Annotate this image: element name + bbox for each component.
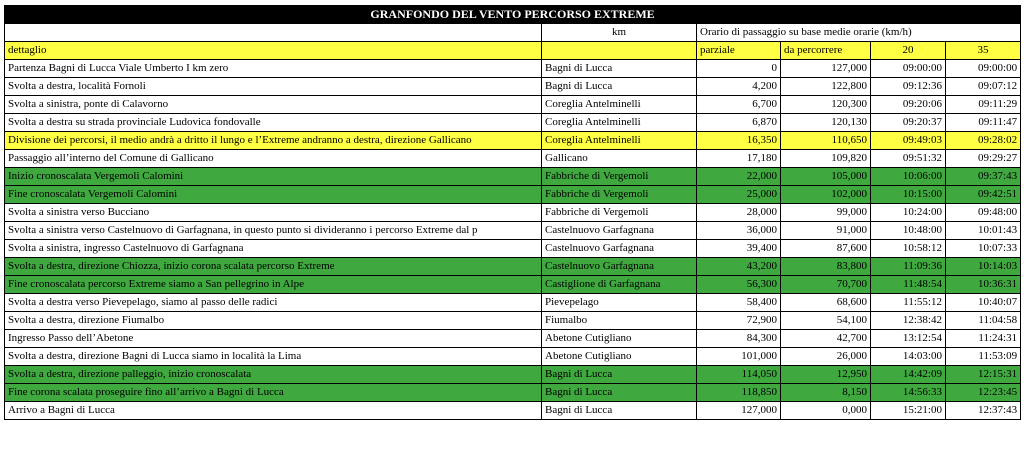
cell-da-percorrere[interactable]: 120,130 (781, 114, 871, 132)
table-row (5, 114, 1021, 132)
cell-parziale[interactable]: 17,180 (697, 150, 781, 168)
cell-time-35[interactable]: 12:23:45 (946, 384, 1021, 402)
cell-time-20[interactable]: 09:20:37 (871, 114, 946, 132)
cell-da-percorrere[interactable]: 42,700 (781, 330, 871, 348)
table-row (5, 294, 1021, 312)
cell-parziale[interactable]: 39,400 (697, 240, 781, 258)
cell-parziale[interactable]: 58,400 (697, 294, 781, 312)
cell-da-percorrere[interactable]: 122,800 (781, 78, 871, 96)
cell-place[interactable]: Castelnuovo Garfagnana (542, 258, 697, 276)
cell-da-percorrere[interactable]: 0,000 (781, 402, 871, 420)
cell-time-20[interactable]: 10:48:00 (871, 222, 946, 240)
cell-detail[interactable]: Svolta a sinistra verso Bucciano (5, 204, 542, 222)
cell-time-35[interactable]: 10:36:31 (946, 276, 1021, 294)
cell-detail[interactable]: Fine corona scalata proseguire fino all’arrivo a Bagni di Lucca (5, 384, 542, 402)
cell-detail[interactable]: Svolta a destra, direzione Fiumalbo (5, 312, 542, 330)
spreadsheet (4, 5, 1020, 420)
cell-detail[interactable]: Inizio cronoscalata Vergemoli Calomini (5, 168, 542, 186)
cell-da-percorrere[interactable]: 102,000 (781, 186, 871, 204)
cell-parziale[interactable]: 72,900 (697, 312, 781, 330)
cell-detail[interactable]: Svolta a destra, direzione Chiozza, inizio corona scalata percorso Extreme (5, 258, 542, 276)
cell-detail[interactable]: Arrivo a Bagni di Lucca (5, 402, 542, 420)
cell-time-35[interactable]: 09:42:51 (946, 186, 1021, 204)
cell-da-percorrere[interactable]: 70,700 (781, 276, 871, 294)
cell-parziale[interactable]: 118,850 (697, 384, 781, 402)
cell-parziale[interactable]: 114,050 (697, 366, 781, 384)
cell-detail[interactable]: Fine cronoscalata Vergemoli Calomini (5, 186, 542, 204)
cell-time-20[interactable]: 11:55:12 (871, 294, 946, 312)
table-row (5, 96, 1021, 114)
cell-time-20[interactable]: 11:09:36 (871, 258, 946, 276)
cell-place[interactable]: Coreglia Antelminelli (542, 132, 697, 150)
cell-time-20[interactable]: 10:24:00 (871, 204, 946, 222)
table-row (5, 186, 1021, 204)
cell-time-35[interactable]: 10:14:03 (946, 258, 1021, 276)
table-row (5, 168, 1021, 186)
cell-da-percorrere[interactable]: 110,650 (781, 132, 871, 150)
cell-detail[interactable]: Svolta a destra, direzione palleggio, inizio cronoscalata (5, 366, 542, 384)
cell-da-percorrere[interactable]: 105,000 (781, 168, 871, 186)
header-luogo-empty[interactable] (542, 42, 697, 60)
cell-da-percorrere[interactable]: 99,000 (781, 204, 871, 222)
header-parziale[interactable]: parziale (697, 42, 781, 60)
route-table (4, 5, 1021, 420)
table-row (5, 402, 1021, 420)
cell-place[interactable]: Bagni di Lucca (542, 78, 697, 96)
cell-time-35[interactable]: 12:37:43 (946, 402, 1021, 420)
cell-place[interactable]: Coreglia Antelminelli (542, 114, 697, 132)
cell-parziale[interactable]: 4,200 (697, 78, 781, 96)
cell-detail[interactable]: Svolta a destra, località Fornoli (5, 78, 542, 96)
table-row (5, 384, 1021, 402)
cell-detail[interactable]: Svolta a sinistra, ponte di Calavorno (5, 96, 542, 114)
cell-parziale[interactable]: 16,350 (697, 132, 781, 150)
cell-place[interactable]: Fiumalbo (542, 312, 697, 330)
cell-parziale[interactable]: 0 (697, 60, 781, 78)
cell-place[interactable]: Bagni di Lucca (542, 60, 697, 78)
cell-place[interactable]: Gallicano (542, 150, 697, 168)
table-row (5, 258, 1021, 276)
cell-parziale[interactable]: 36,000 (697, 222, 781, 240)
cell-time-35[interactable]: 11:53:09 (946, 348, 1021, 366)
cell-time-20[interactable]: 12:38:42 (871, 312, 946, 330)
header-da-percorrere[interactable]: da percorrere (781, 42, 871, 60)
sheet-title[interactable]: GRANFONDO DEL VENTO PERCORSO EXTREME (5, 6, 1021, 24)
cell-place[interactable]: Bagni di Lucca (542, 366, 697, 384)
cell-time-35[interactable]: 11:24:31 (946, 330, 1021, 348)
cell-parziale[interactable]: 22,000 (697, 168, 781, 186)
header-km[interactable]: km (542, 24, 697, 42)
cell-time-20[interactable]: 09:20:06 (871, 96, 946, 114)
cell-time-20[interactable]: 15:21:00 (871, 402, 946, 420)
cell-time-20[interactable]: 13:12:54 (871, 330, 946, 348)
cell-time-20[interactable]: 10:58:12 (871, 240, 946, 258)
cell-da-percorrere[interactable]: 127,000 (781, 60, 871, 78)
cell-parziale[interactable]: 43,200 (697, 258, 781, 276)
cell-time-35[interactable]: 09:07:12 (946, 78, 1021, 96)
table-row (5, 132, 1021, 150)
table-row (5, 204, 1021, 222)
cell-time-20[interactable]: 09:00:00 (871, 60, 946, 78)
cell-place[interactable]: Castelnuovo Garfagnana (542, 222, 697, 240)
cell-time-35[interactable]: 11:04:58 (946, 312, 1021, 330)
cell-place[interactable]: Fabbriche di Vergemoli (542, 168, 697, 186)
cell-da-percorrere[interactable]: 26,000 (781, 348, 871, 366)
table-row (5, 312, 1021, 330)
cell-place[interactable]: Castiglione di Garfagnana (542, 276, 697, 294)
cell-detail[interactable]: Fine cronoscalata percorso Extreme siamo a San pellegrino in Alpe (5, 276, 542, 294)
cell-time-20[interactable]: 14:56:33 (871, 384, 946, 402)
cell-detail[interactable]: Ingresso Passo dell’Abetone (5, 330, 542, 348)
table-row (5, 60, 1021, 78)
cell-place[interactable]: Bagni di Lucca (542, 402, 697, 420)
cell-time-20[interactable]: 09:49:03 (871, 132, 946, 150)
cell-place[interactable]: Fabbriche di Vergemoli (542, 204, 697, 222)
header-dettaglio[interactable]: dettaglio (5, 42, 542, 60)
cell-detail[interactable]: Svolta a destra, direzione Bagni di Lucca siamo in località la Lima (5, 348, 542, 366)
cell-place[interactable]: Castelnuovo Garfagnana (542, 240, 697, 258)
cell-da-percorrere[interactable]: 109,820 (781, 150, 871, 168)
cell-time-35[interactable]: 09:00:00 (946, 60, 1021, 78)
cell-time-20[interactable]: 14:03:00 (871, 348, 946, 366)
cell-da-percorrere[interactable]: 12,950 (781, 366, 871, 384)
cell-da-percorrere[interactable]: 120,300 (781, 96, 871, 114)
cell-time-20[interactable]: 09:12:36 (871, 78, 946, 96)
cell-parziale[interactable]: 84,300 (697, 330, 781, 348)
cell-detail[interactable]: Svolta a destra su strada provinciale Ludovica fondovalle (5, 114, 542, 132)
cell-parziale[interactable]: 6,700 (697, 96, 781, 114)
cell-time-35[interactable]: 10:40:07 (946, 294, 1021, 312)
cell-detail[interactable]: Svolta a sinistra, ingresso Castelnuovo di Garfagnana (5, 240, 542, 258)
table-row (5, 330, 1021, 348)
header-speed-35[interactable]: 35 (946, 42, 1021, 60)
table-row (5, 150, 1021, 168)
cell-da-percorrere[interactable]: 8,150 (781, 384, 871, 402)
cell-place[interactable]: Coreglia Antelminelli (542, 96, 697, 114)
cell-place[interactable]: Pievepelago (542, 294, 697, 312)
cell-time-35[interactable]: 09:11:29 (946, 96, 1021, 114)
cell-parziale[interactable]: 28,000 (697, 204, 781, 222)
cell-parziale[interactable]: 56,300 (697, 276, 781, 294)
header-row-2 (5, 42, 1021, 60)
table-row (5, 366, 1021, 384)
cell-parziale[interactable]: 127,000 (697, 402, 781, 420)
header-row-1 (5, 24, 1021, 42)
route-rows (5, 60, 1021, 420)
cell-place[interactable]: Bagni di Lucca (542, 384, 697, 402)
table-row (5, 78, 1021, 96)
table-row (5, 240, 1021, 258)
cell-time-35[interactable]: 09:29:27 (946, 150, 1021, 168)
cell-da-percorrere[interactable]: 54,100 (781, 312, 871, 330)
cell-parziale[interactable]: 101,000 (697, 348, 781, 366)
header-orario[interactable]: Orario di passaggio su base medie orarie (km/h) (697, 24, 1021, 42)
title-row (5, 6, 1021, 24)
table-row (5, 222, 1021, 240)
cell-detail[interactable]: Svolta a destra verso Pievepelago, siamo al passo delle radici (5, 294, 542, 312)
cell-time-20[interactable]: 11:48:54 (871, 276, 946, 294)
header-speed-20[interactable]: 20 (871, 42, 946, 60)
cell-da-percorrere[interactable]: 68,600 (781, 294, 871, 312)
cell-detail[interactable]: Passaggio all’interno del Comune di Gallicano (5, 150, 542, 168)
table-row (5, 348, 1021, 366)
cell-place[interactable]: Abetone Cutigliano (542, 330, 697, 348)
cell-place[interactable]: Fabbriche di Vergemoli (542, 186, 697, 204)
cell-time-35[interactable]: 09:11:47 (946, 114, 1021, 132)
cell-parziale[interactable]: 6,870 (697, 114, 781, 132)
cell-time-20[interactable]: 14:42:09 (871, 366, 946, 384)
cell-time-35[interactable]: 10:01:43 (946, 222, 1021, 240)
cell-place[interactable]: Abetone Cutigliano (542, 348, 697, 366)
cell-time-35[interactable]: 09:48:00 (946, 204, 1021, 222)
cell-da-percorrere[interactable]: 91,000 (781, 222, 871, 240)
cell-detail[interactable]: Divisione dei percorsi, il medio andrà a dritto il lungo e l’Extreme andranno a destra, direzione Gallicano (5, 132, 542, 150)
cell-detail[interactable]: Partenza Bagni di Lucca Viale Umberto I km zero (5, 60, 542, 78)
cell-time-20[interactable]: 10:06:00 (871, 168, 946, 186)
cell-time-35[interactable]: 09:37:43 (946, 168, 1021, 186)
cell-time-35[interactable]: 12:15:31 (946, 366, 1021, 384)
cell-da-percorrere[interactable]: 83,800 (781, 258, 871, 276)
cell-parziale[interactable]: 25,000 (697, 186, 781, 204)
cell-time-35[interactable]: 10:07:33 (946, 240, 1021, 258)
cell-detail[interactable]: Svolta a sinistra verso Castelnuovo di Garfagnana, in questo punto si divideranno i percorso Extreme dal p (5, 222, 542, 240)
cell-time-20[interactable]: 10:15:00 (871, 186, 946, 204)
cell-time-20[interactable]: 09:51:32 (871, 150, 946, 168)
header-empty-cell[interactable] (5, 24, 542, 42)
cell-da-percorrere[interactable]: 87,600 (781, 240, 871, 258)
cell-time-35[interactable]: 09:28:02 (946, 132, 1021, 150)
table-row (5, 276, 1021, 294)
